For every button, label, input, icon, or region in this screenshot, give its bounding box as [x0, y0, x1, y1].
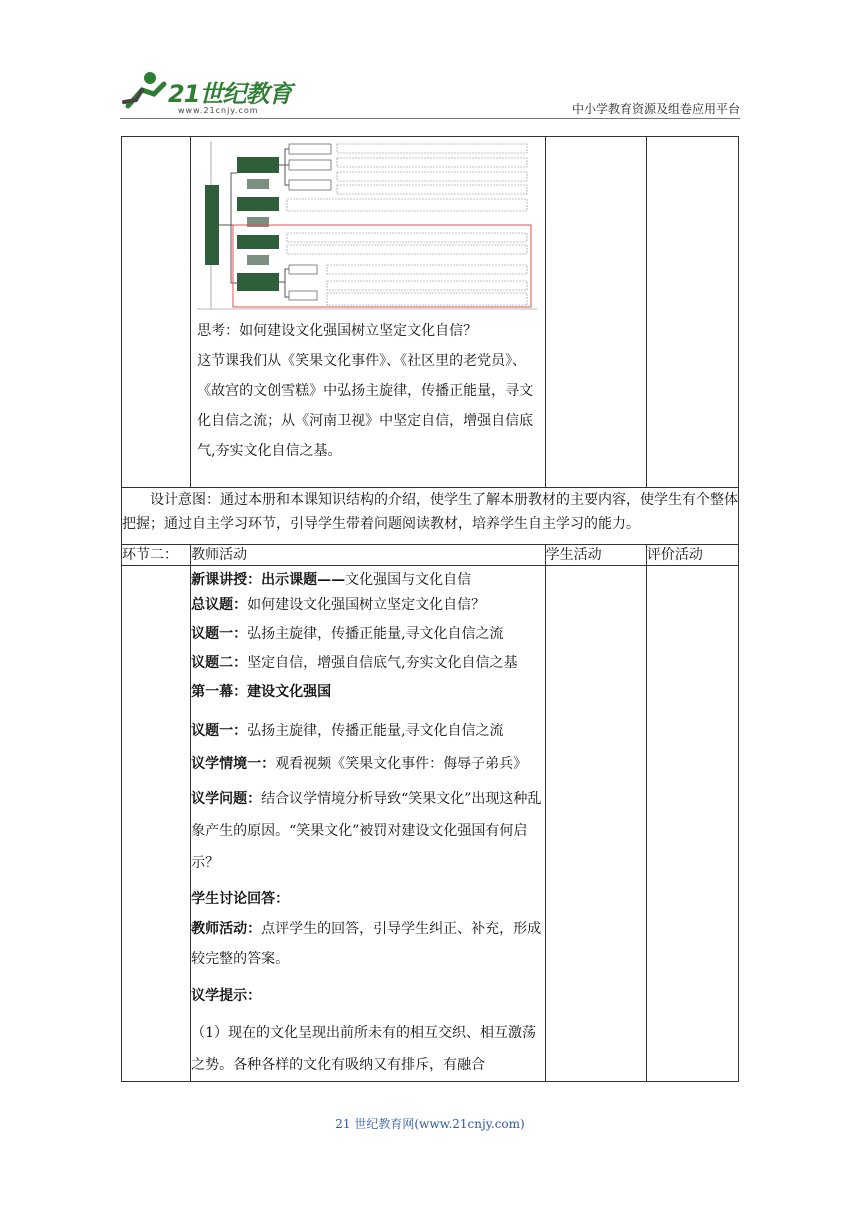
logo-text: 21世纪教育	[168, 80, 292, 108]
table-row	[122, 488, 739, 545]
teacher-activity: 教师活动：点评学生的回答，引导学生纠正、补充，形成较完整的答案。	[191, 921, 542, 967]
col-student-activity: 学生活动	[545, 545, 646, 566]
scenario-one: 议学情境一：观看视频《笑果文化事件：侮辱子弟兵》	[191, 756, 528, 772]
main-issue: 总议题：如何建设文化强国树立坚定文化自信？	[191, 597, 486, 613]
stage-label: 环节二：	[122, 545, 191, 566]
lesson-plan-table	[121, 136, 739, 1082]
table-header-row	[122, 545, 739, 566]
logo-url: www.21cnjy.com	[178, 106, 259, 115]
mind-map	[197, 141, 537, 311]
row1-text	[191, 317, 545, 466]
design-intent: 设计意图：通过本册和本课知识结构的介绍，使学生了解本册教材的主要内容，使学生有个整体把握；通过自主学习环节，引导学生带着问题阅读教材，培养学生自主学习的能力。	[122, 488, 739, 545]
discussion-hint-text: （1）现在的文化呈现出前所未有的相互交织、相互激荡之势。各种各样的文化有吸纳又有排斥，有融合	[191, 1025, 537, 1073]
knowledge-structure-diagram	[197, 141, 537, 311]
issue-one-repeat: 议题一：弘扬主旋律，传播正能量,寻文化自信之流	[191, 723, 504, 739]
platform-title: 中小学教育资源及组卷应用平台	[571, 102, 740, 116]
site-logo	[120, 68, 320, 120]
discussion-question: 议学问题：结合议学情境分析导致“笑果文化”出现这种乱象产生的原因。“笑果文化”被罚对建设文化强国有何启示？	[191, 791, 542, 871]
col-teacher-activity: 教师活动	[191, 545, 546, 566]
teacher-activity-content	[191, 566, 546, 1082]
student-discussion: 学生讨论回答：	[191, 891, 290, 907]
structure-cell	[191, 137, 546, 488]
discussion-hint-title: 议学提示：	[191, 988, 262, 1004]
page-header	[120, 68, 740, 120]
act-one-title: 第一幕：建设文化强国	[191, 684, 332, 700]
col-evaluation: 评价活动	[646, 545, 738, 566]
issue-one: 议题一：弘扬主旋律，传播正能量,寻文化自信之流	[191, 626, 504, 642]
runner-logo-icon	[120, 70, 170, 110]
table-row	[122, 566, 739, 1082]
table-row	[122, 137, 739, 488]
header-divider	[120, 118, 740, 119]
think-question: 思考：如何建设文化强国树立坚定文化自信？	[197, 323, 478, 339]
page-footer: 21 世纪教育网(www.21cnjy.com)	[335, 1117, 525, 1131]
issue-two: 议题二：坚定自信，增强自信底气,夯实文化自信之基	[191, 655, 518, 671]
lesson-intro: 这节课我们从《笑果文化事件》、《社区里的老党员》、《故宫的文创雪糕》中弘扬主旋律，传播正能量，寻文化自信之流；从《河南卫视》中坚定自信，增强自信底气,夯实文化自信之基。	[197, 353, 534, 459]
lesson-topic: 新课讲授：出示课题——文化强国与文化自信	[191, 572, 472, 588]
